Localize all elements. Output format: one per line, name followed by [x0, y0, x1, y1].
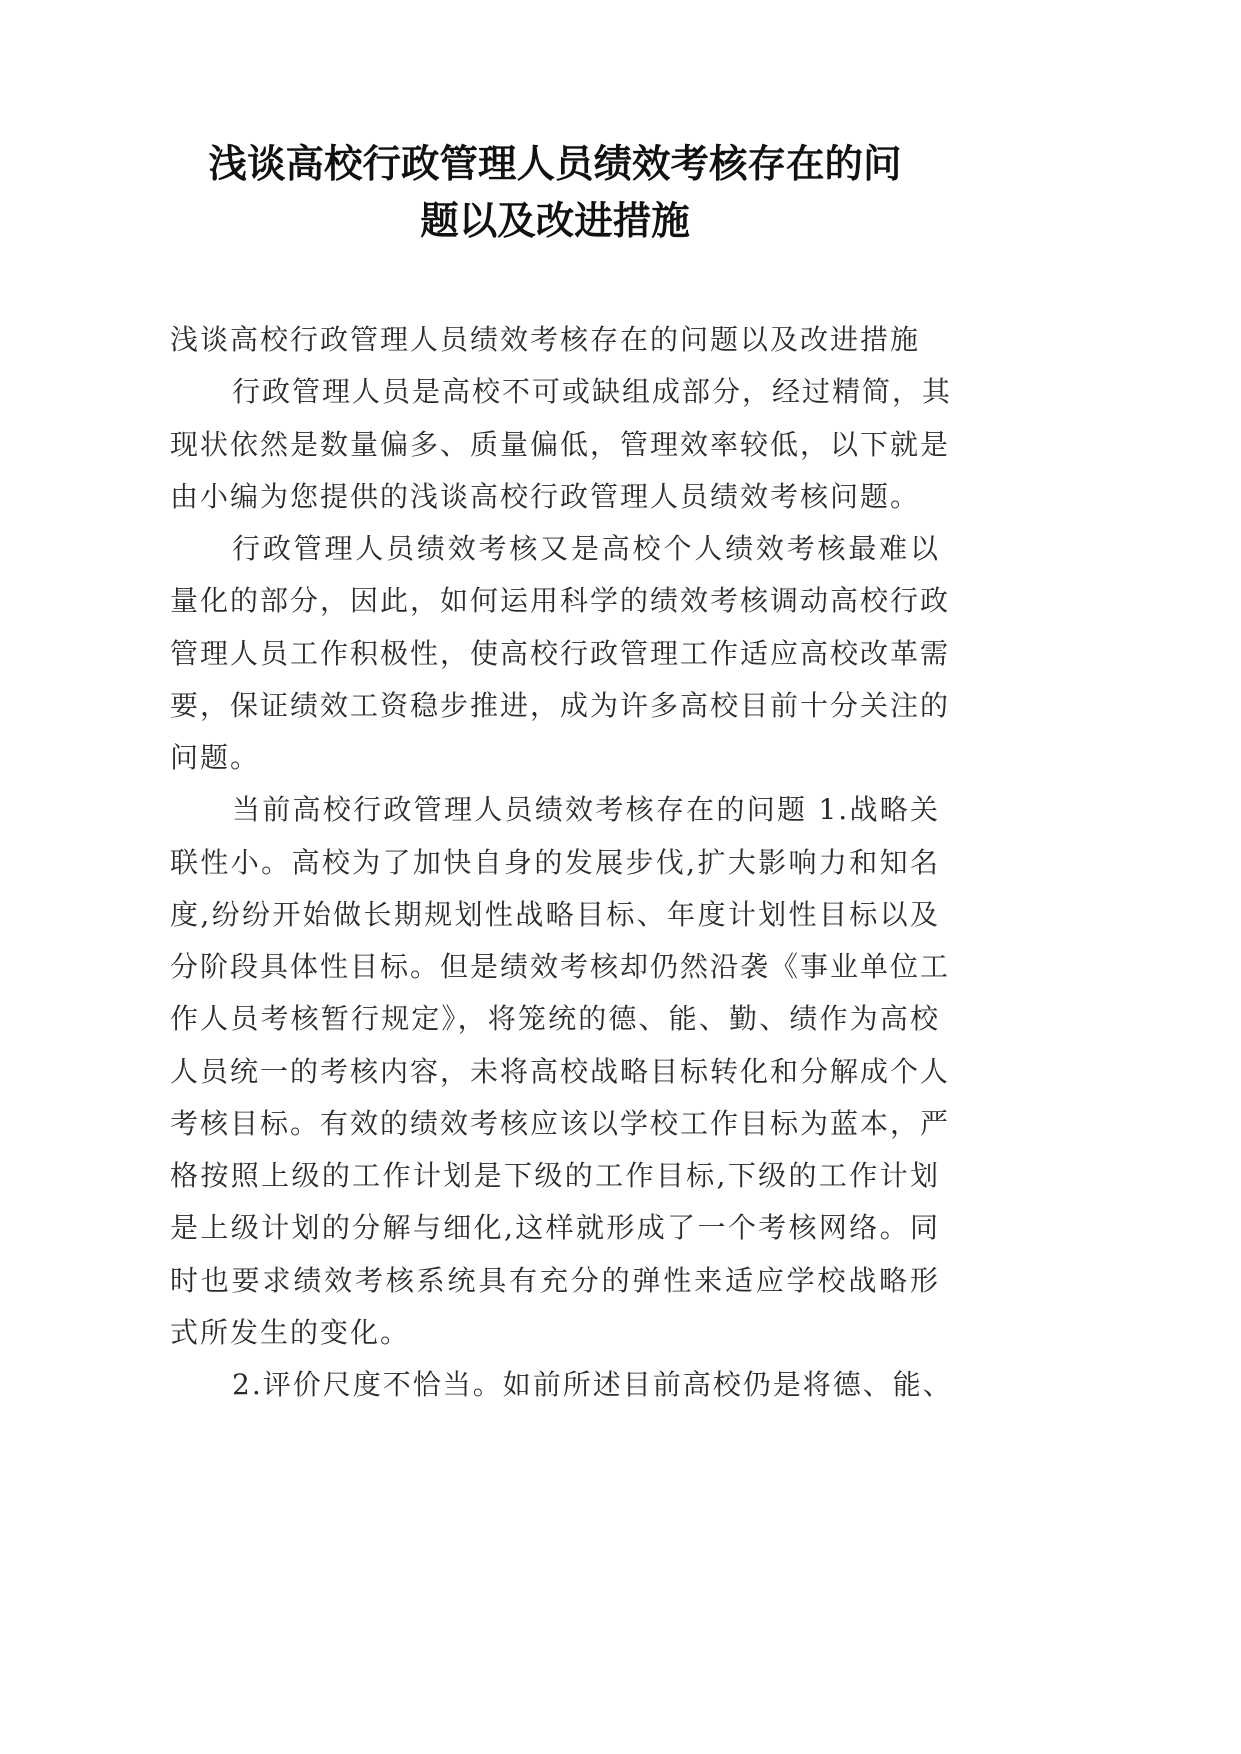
paragraph-line: 行政管理人员是高校不可或缺组成部分，经过精简，其	[232, 375, 953, 409]
paragraph-line: 式所发生的变化。	[170, 1315, 411, 1349]
paragraph-line: 由小编为您提供的浅谈高校行政管理人员绩效考核问题。	[170, 479, 921, 513]
paragraph-line: 现状依然是数量偏多、质量偏低，管理效率较低，以下就是	[170, 427, 951, 461]
paragraph-line: 格按照上级的工作计划是下级的工作目标,下级的工作计划	[170, 1159, 940, 1192]
paragraph-line: 行政管理人员绩效考核又是高校个人绩效考核最难以	[232, 532, 940, 565]
title-line: 浅谈高校行政管理人员绩效考核存在的问	[208, 142, 902, 187]
document-title	[170, 136, 940, 250]
paragraph-line: 度,纷纷开始做长期规划性战略目标、年度计划性目标以及	[170, 897, 940, 931]
paragraph-line: 作人员考核暂行规定》，将笼统的德、能、勤、绩作为高校	[170, 1002, 940, 1036]
paragraph-line: 是上级计划的分解与细化,这样就形成了一个考核网络。同	[170, 1211, 940, 1245]
paragraph-line: 分阶段具体性目标。但是绩效考核却仍然沿袭《事业单位工	[170, 950, 951, 983]
paragraph-line: 考核目标。有效的绩效考核应该以学校工作目标为蓝本，严	[170, 1106, 951, 1140]
paragraph-line: 2.评价尺度不恰当。如前所述目前高校仍是将德、能、	[232, 1368, 953, 1401]
document-body	[170, 314, 953, 1411]
paragraph-line: 要，保证绩效工资稳步推进，成为许多高校目前十分关注的	[170, 688, 951, 722]
paragraph-line: 管理人员工作积极性，使高校行政管理工作适应高校改革需	[170, 636, 951, 670]
title-line: 题以及改进措施	[420, 199, 690, 244]
paragraph-line: 人员统一的考核内容，未将高校战略目标转化和分解成个人	[170, 1054, 951, 1088]
paragraph-line: 时也要求绩效考核系统具有充分的弹性来适应学校战略形	[170, 1263, 940, 1297]
heading-line: 浅谈高校行政管理人员绩效考核存在的问题以及改进措施	[170, 323, 921, 356]
paragraph-line: 当前高校行政管理人员绩效考核存在的问题 1.战略关	[232, 793, 940, 827]
paragraph-line: 联性小。高校为了加快自身的发展步伐,扩大影响力和知名	[170, 845, 940, 879]
paragraph-line: 量化的部分，因此，如何运用科学的绩效考核调动高校行政	[170, 584, 951, 618]
paragraph-line: 问题。	[170, 741, 261, 774]
